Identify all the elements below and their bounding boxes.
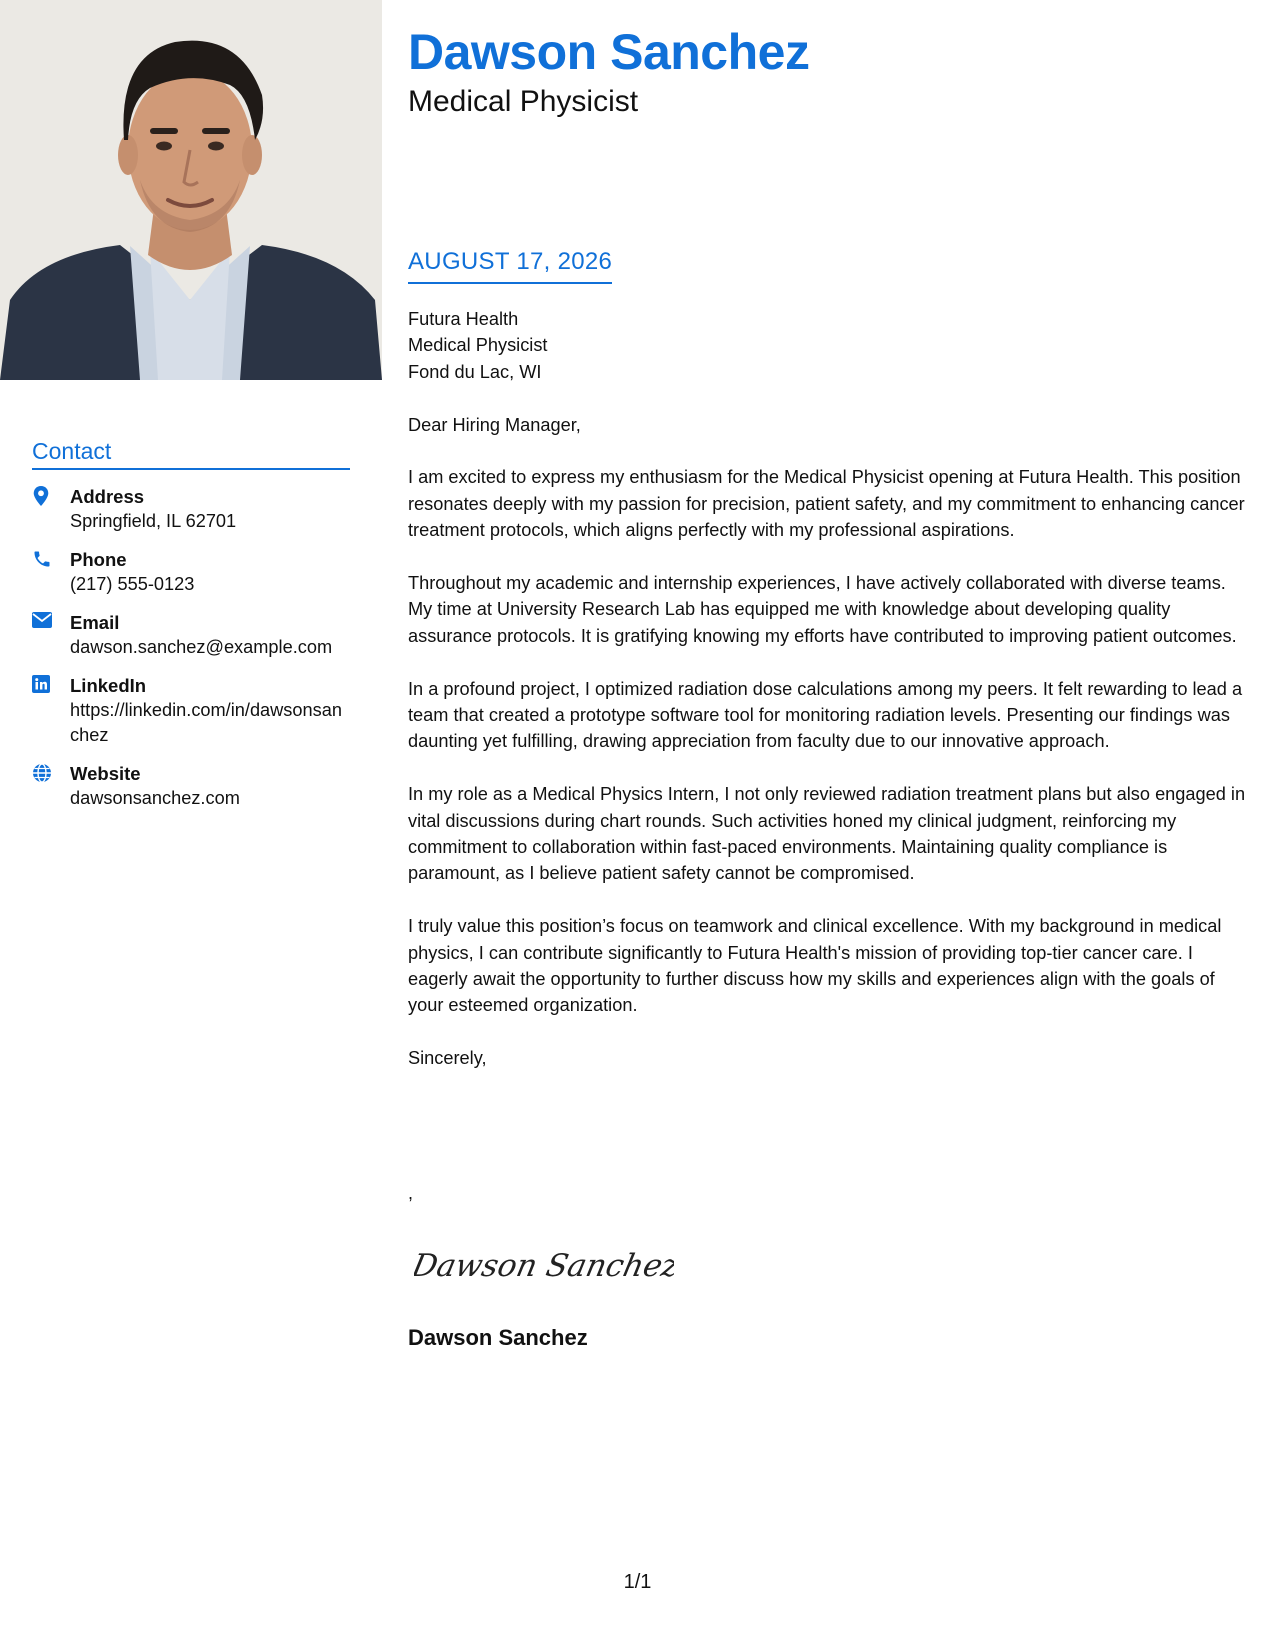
signature-script: Dawson Sanchez bbox=[414, 1248, 674, 1284]
contact-linkedin bbox=[32, 673, 350, 748]
contact-value: Springfield, IL 62701 bbox=[70, 511, 237, 531]
salutation: Dear Hiring Manager, bbox=[408, 414, 581, 435]
portrait-illustration bbox=[0, 0, 382, 380]
contact-email bbox=[32, 610, 350, 660]
contact-website bbox=[32, 761, 350, 811]
recipient-company: Futura Health bbox=[408, 309, 519, 329]
contact-label: LinkedIn bbox=[70, 675, 147, 696]
body-paragraph: I am excited to express my enthusiasm for the Medical Physicist opening at Futura Health. This position resonates deeply with my passion for precision, patient safety, and my commitment to enhancing cancer treatment protocols, which aligns perfectly with my professional aspirations. bbox=[408, 467, 1245, 541]
candidate-role: Medical Physicist bbox=[408, 85, 639, 118]
contact-value[interactable]: dawsonsanchez.com bbox=[70, 788, 240, 808]
recipient-block bbox=[408, 306, 1248, 385]
letter-date: AUGUST 17, 2026 bbox=[408, 248, 612, 284]
body-paragraph: Throughout my academic and internship experiences, I have actively collaborated with diverse teams. My time at University Research Lab has equipped me with knowledge about developing quality assurance protocols. It is gratifying knowing my efforts have contributed to improving patient outcomes. bbox=[408, 573, 1237, 646]
body-paragraph: I truly value this position’s focus on teamwork and clinical excellence. With my background in medical physics, I can contribute significantly to Futura Health's mission of providing top-tier cancer care. I eagerly await the opportunity to further discuss how my skills and experiences align with the goals of your esteemed organization. bbox=[408, 916, 1222, 1016]
page-number: 1/1 bbox=[623, 1571, 652, 1593]
contact-value[interactable]: dawson.sanchez@example.com bbox=[70, 637, 333, 657]
contact-label: Address bbox=[70, 486, 145, 507]
contact-section bbox=[32, 438, 350, 824]
body-paragraph: In a profound project, I optimized radiation dose calculations among my peers. It felt rewarding to lead a team that created a prototype software tool for monitoring radiation levels. Presenting our findings was daunting yet fulfilling, drawing appreciation from faculty due to our innovative approach. bbox=[408, 678, 1243, 752]
contact-label: Email bbox=[70, 612, 120, 633]
body-paragraph: In my role as a Medical Physics Intern, I not only reviewed radiation treatment plans but also engaged in vital discussions during chart rounds. Such activities honed my clinical judgment, reinforcing my commitment to collaboration within fast-paced environments. Maintaining quality compliance is paramount, as I believe patient safety cannot be compromised. bbox=[408, 784, 1246, 884]
closing: Sincerely, bbox=[408, 1048, 487, 1069]
contact-address bbox=[32, 484, 350, 534]
letter-header bbox=[408, 22, 809, 120]
recipient-location: Fond du Lac, WI bbox=[408, 361, 542, 382]
contact-title: Contact bbox=[32, 438, 350, 470]
candidate-name: Dawson Sanchez bbox=[408, 24, 810, 80]
letter-body bbox=[408, 306, 1248, 1098]
contact-label: Phone bbox=[70, 549, 127, 570]
profile-photo bbox=[0, 0, 382, 380]
signature-comma: , bbox=[408, 1183, 414, 1203]
contact-value: (217) 555-0123 bbox=[70, 574, 195, 594]
contact-value[interactable]: https://linkedin.com/in/dawsonsanchez bbox=[70, 700, 342, 745]
recipient-position: Medical Physicist bbox=[408, 335, 548, 356]
contact-label: Website bbox=[70, 763, 141, 784]
phone-icon bbox=[32, 547, 70, 569]
contact-phone bbox=[32, 547, 350, 597]
signature-name: Dawson Sanchez bbox=[408, 1325, 588, 1350]
envelope-icon bbox=[32, 610, 70, 628]
globe-icon bbox=[32, 761, 70, 783]
linkedin-icon bbox=[32, 673, 70, 693]
map-pin-icon bbox=[32, 484, 70, 506]
handwritten-signature bbox=[414, 1240, 674, 1295]
